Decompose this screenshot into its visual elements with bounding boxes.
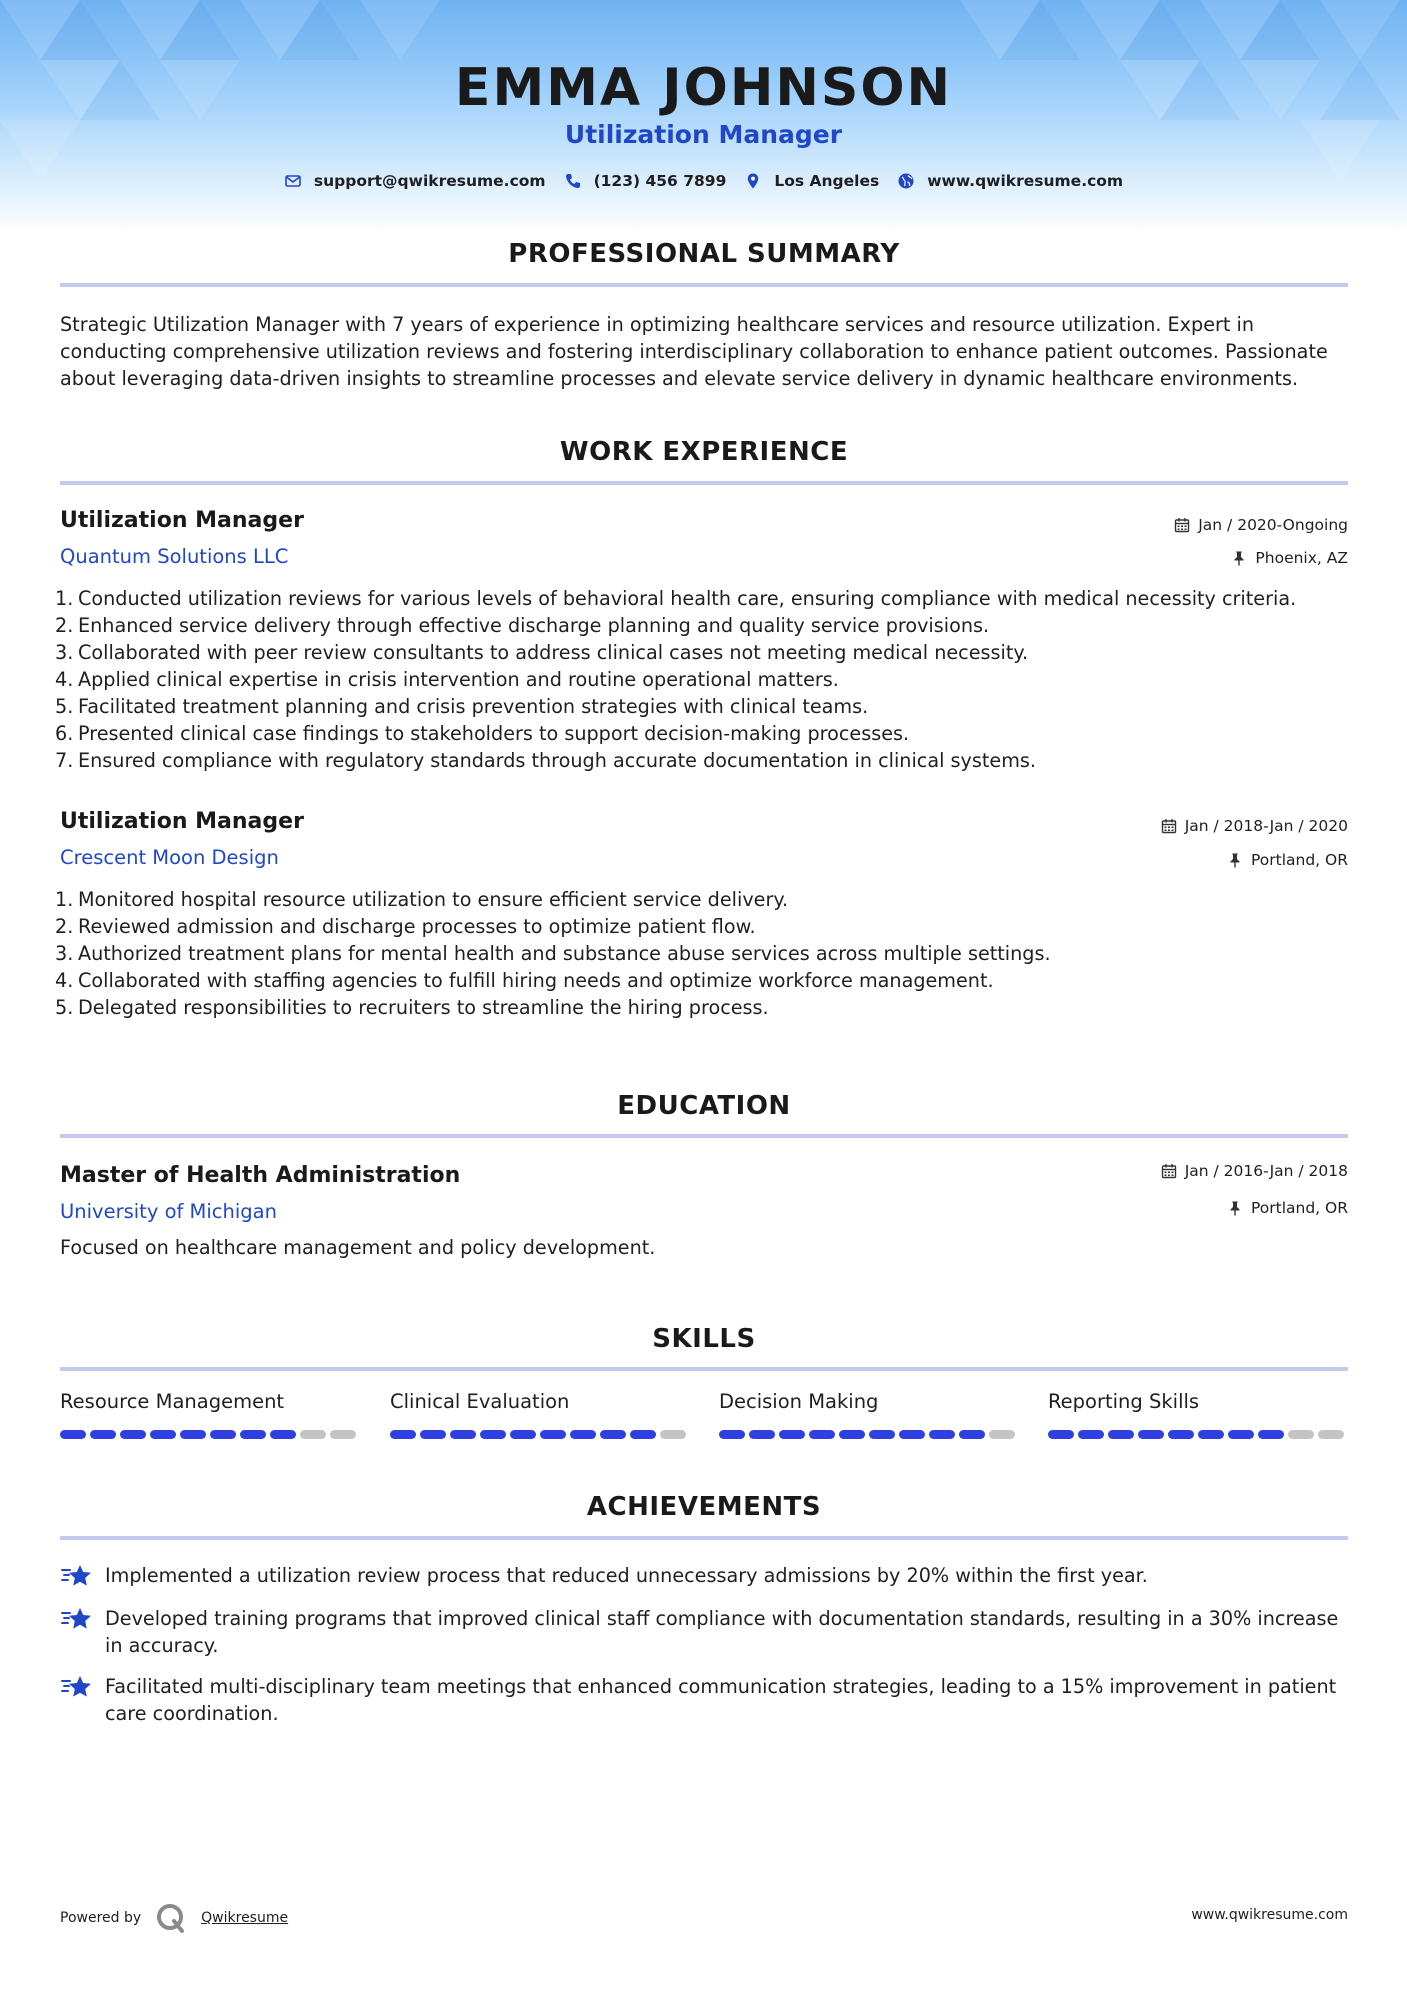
envelope-icon xyxy=(284,172,302,190)
achievement-text: Implemented a utilization review process that reduced unnecessary admissions by 20% within the first year. xyxy=(105,1564,1148,1587)
brand-link[interactable]: Qwikresume xyxy=(201,1910,289,1926)
list-item: 2. Reviewed admission and discharge processes to optimize patient flow. xyxy=(55,915,756,938)
skills-heading: SKILLS xyxy=(652,1324,756,1354)
pushpin-icon xyxy=(1231,550,1247,566)
skill-segment-filled xyxy=(1078,1430,1104,1439)
list-item: 3. Collaborated with peer review consultants to address clinical cases not meeting medical necessity. xyxy=(55,641,1029,664)
calendar-icon xyxy=(1161,1163,1177,1179)
job-location xyxy=(1227,851,1348,869)
skill-segment-filled xyxy=(719,1430,745,1439)
experience-divider xyxy=(60,481,1348,485)
achievement-item xyxy=(60,1562,1350,1590)
skills-divider xyxy=(60,1367,1348,1371)
skill-segment-filled xyxy=(60,1430,86,1439)
skill-segment-empty xyxy=(330,1430,356,1439)
achievement-text: Developed training programs that improved clinical staff compliance with documentation standards, resulting in a 30% increase in accuracy. xyxy=(105,1607,1339,1657)
skill-segment-filled xyxy=(90,1430,116,1439)
achievement-item xyxy=(60,1605,1350,1659)
email-text: support@qwikresume.com xyxy=(313,172,546,190)
list-item: 2. Enhanced service delivery through effective discharge planning and quality service provisions. xyxy=(55,614,990,637)
education-dates xyxy=(1161,1162,1348,1180)
contact-website[interactable] xyxy=(897,172,1123,190)
skill-segment-filled xyxy=(839,1430,865,1439)
skill-name: Decision Making xyxy=(719,1390,879,1413)
skill-segment-filled xyxy=(180,1430,206,1439)
location-text: Los Angeles xyxy=(774,172,880,190)
job-title: Utilization Manager xyxy=(60,508,304,533)
skill-item xyxy=(719,1390,1019,1439)
skill-segment-filled xyxy=(570,1430,596,1439)
pushpin-icon xyxy=(1227,852,1243,868)
skill-segment-filled xyxy=(630,1430,656,1439)
star-icon xyxy=(60,1673,92,1701)
pushpin-icon xyxy=(1227,1200,1243,1216)
skill-segment-filled xyxy=(390,1430,416,1439)
education-dates-text: Jan / 2016-Jan / 2018 xyxy=(1184,1162,1348,1180)
star-icon xyxy=(60,1605,92,1633)
job-location xyxy=(1231,549,1348,567)
skill-segment-filled xyxy=(420,1430,446,1439)
phone-text: (123) 456 7899 xyxy=(593,172,727,190)
skill-segment-filled xyxy=(210,1430,236,1439)
globe-icon xyxy=(897,172,915,190)
footer-website[interactable]: www.qwikresume.com xyxy=(1191,1907,1348,1923)
skill-segment-filled xyxy=(540,1430,566,1439)
skill-name: Clinical Evaluation xyxy=(390,1390,570,1413)
skill-level-bar xyxy=(60,1430,360,1439)
skill-segment-empty xyxy=(989,1430,1015,1439)
contact-location xyxy=(744,172,879,190)
skill-segment-empty xyxy=(660,1430,686,1439)
skill-segment-filled xyxy=(899,1430,925,1439)
list-item: 6. Presented clinical case findings to stakeholders to support decision-making processes. xyxy=(55,722,910,745)
skill-item xyxy=(60,1390,360,1439)
skill-segment-filled xyxy=(779,1430,805,1439)
summary-text: Strategic Utilization Manager with 7 years of experience in optimizing healthcare services and resource utilization. Expert in conducting comprehensive utilization reviews and fostering interdisciplinary collaboration to enhance patient outcomes. Passionate about leveraging data-driven insights to streamline processes and elevate service delivery in dynamic healthcare environments. xyxy=(60,313,1328,390)
skill-segment-filled xyxy=(1228,1430,1254,1439)
skill-level-bar xyxy=(1048,1430,1348,1439)
list-item: 7. Ensured compliance with regulatory standards through accurate documentation in clinical systems. xyxy=(55,749,1036,772)
skill-segment-filled xyxy=(450,1430,476,1439)
candidate-name: EMMA JOHNSON xyxy=(454,58,953,118)
skill-segment-filled xyxy=(480,1430,506,1439)
footer-powered-by xyxy=(60,1902,288,1934)
calendar-icon xyxy=(1161,818,1177,834)
skill-segment-filled xyxy=(240,1430,266,1439)
skill-segment-filled xyxy=(600,1430,626,1439)
skill-level-bar xyxy=(719,1430,1019,1439)
skill-segment-filled xyxy=(510,1430,536,1439)
job-bullets xyxy=(55,585,1355,774)
skill-segment-filled xyxy=(1108,1430,1134,1439)
list-item: 5. Delegated responsibilities to recruiters to streamline the hiring process. xyxy=(55,996,769,1019)
job-dates-text: Jan / 2018-Jan / 2020 xyxy=(1184,817,1348,835)
website-text: www.qwikresume.com xyxy=(927,172,1124,190)
contact-bar xyxy=(0,172,1407,190)
education-location xyxy=(1227,1199,1348,1217)
contact-email[interactable] xyxy=(284,172,546,190)
skill-segment-filled xyxy=(120,1430,146,1439)
achievements-divider xyxy=(60,1536,1348,1540)
contact-phone[interactable] xyxy=(564,172,727,190)
education-heading: EDUCATION xyxy=(617,1091,791,1121)
skill-segment-filled xyxy=(869,1430,895,1439)
education-divider xyxy=(60,1134,1348,1138)
phone-icon xyxy=(564,172,582,190)
skill-segment-empty xyxy=(1318,1430,1344,1439)
skill-segment-filled xyxy=(150,1430,176,1439)
skill-name: Resource Management xyxy=(60,1390,285,1413)
resume-header xyxy=(0,0,1407,235)
skill-level-bar xyxy=(390,1430,690,1439)
map-pin-icon xyxy=(744,172,762,190)
skill-segment-empty xyxy=(300,1430,326,1439)
calendar-icon xyxy=(1174,517,1190,533)
star-icon xyxy=(60,1562,92,1590)
skill-segment-filled xyxy=(959,1430,985,1439)
candidate-title: Utilization Manager xyxy=(564,120,843,149)
skill-name: Reporting Skills xyxy=(1048,1390,1200,1413)
degree-title: Master of Health Administration xyxy=(60,1163,461,1188)
education-location-text: Portland, OR xyxy=(1250,1199,1348,1217)
summary-divider xyxy=(60,283,1348,287)
list-item: 5. Facilitated treatment planning and crisis prevention strategies with clinical teams. xyxy=(55,695,869,718)
skill-segment-filled xyxy=(1048,1430,1074,1439)
job-bullets xyxy=(55,886,1355,1021)
list-item: 1. Monitored hospital resource utilization to ensure efficient service delivery. xyxy=(55,888,789,911)
skill-segment-filled xyxy=(809,1430,835,1439)
job-dates xyxy=(1174,516,1348,534)
skill-segment-filled xyxy=(1138,1430,1164,1439)
job-dates-text: Jan / 2020-Ongoing xyxy=(1198,516,1348,534)
skill-item xyxy=(390,1390,690,1439)
job-company: Crescent Moon Design xyxy=(60,846,279,869)
skill-segment-filled xyxy=(270,1430,296,1439)
list-item: 3. Authorized treatment plans for mental health and substance abuse services across multiple settings. xyxy=(55,942,1051,965)
list-item: 1. Conducted utilization reviews for various levels of behavioral health care, ensuring compliance with medical necessity criteria. xyxy=(55,587,1297,610)
job-location-text: Portland, OR xyxy=(1250,851,1348,869)
experience-heading: WORK EXPERIENCE xyxy=(559,437,849,467)
skill-segment-empty xyxy=(1288,1430,1314,1439)
job-dates xyxy=(1161,817,1348,835)
achievements-heading: ACHIEVEMENTS xyxy=(586,1492,822,1522)
skill-segment-filled xyxy=(749,1430,775,1439)
skill-segment-filled xyxy=(929,1430,955,1439)
list-item: 4. Collaborated with staffing agencies to fulfill hiring needs and optimize workforce management. xyxy=(55,969,994,992)
skill-item xyxy=(1048,1390,1348,1439)
skill-segment-filled xyxy=(1198,1430,1224,1439)
job-company: Quantum Solutions LLC xyxy=(60,545,289,568)
summary-heading: PROFESSIONAL SUMMARY xyxy=(508,239,900,269)
qwikresume-logo-icon xyxy=(155,1902,187,1934)
job-location-text: Phoenix, AZ xyxy=(1255,549,1348,567)
school-name: University of Michigan xyxy=(60,1200,277,1223)
job-title: Utilization Manager xyxy=(60,809,304,834)
powered-by-label: Powered by xyxy=(60,1910,142,1926)
achievement-text: Facilitated multi-disciplinary team meetings that enhanced communication strategies, leading to a 15% improvement in patient care coordination. xyxy=(105,1675,1337,1725)
skill-segment-filled xyxy=(1258,1430,1284,1439)
education-description: Focused on healthcare management and policy development. xyxy=(60,1236,656,1259)
achievement-item xyxy=(60,1673,1350,1727)
list-item: 4. Applied clinical expertise in crisis intervention and routine operational matters. xyxy=(55,668,839,691)
skill-segment-filled xyxy=(1168,1430,1194,1439)
